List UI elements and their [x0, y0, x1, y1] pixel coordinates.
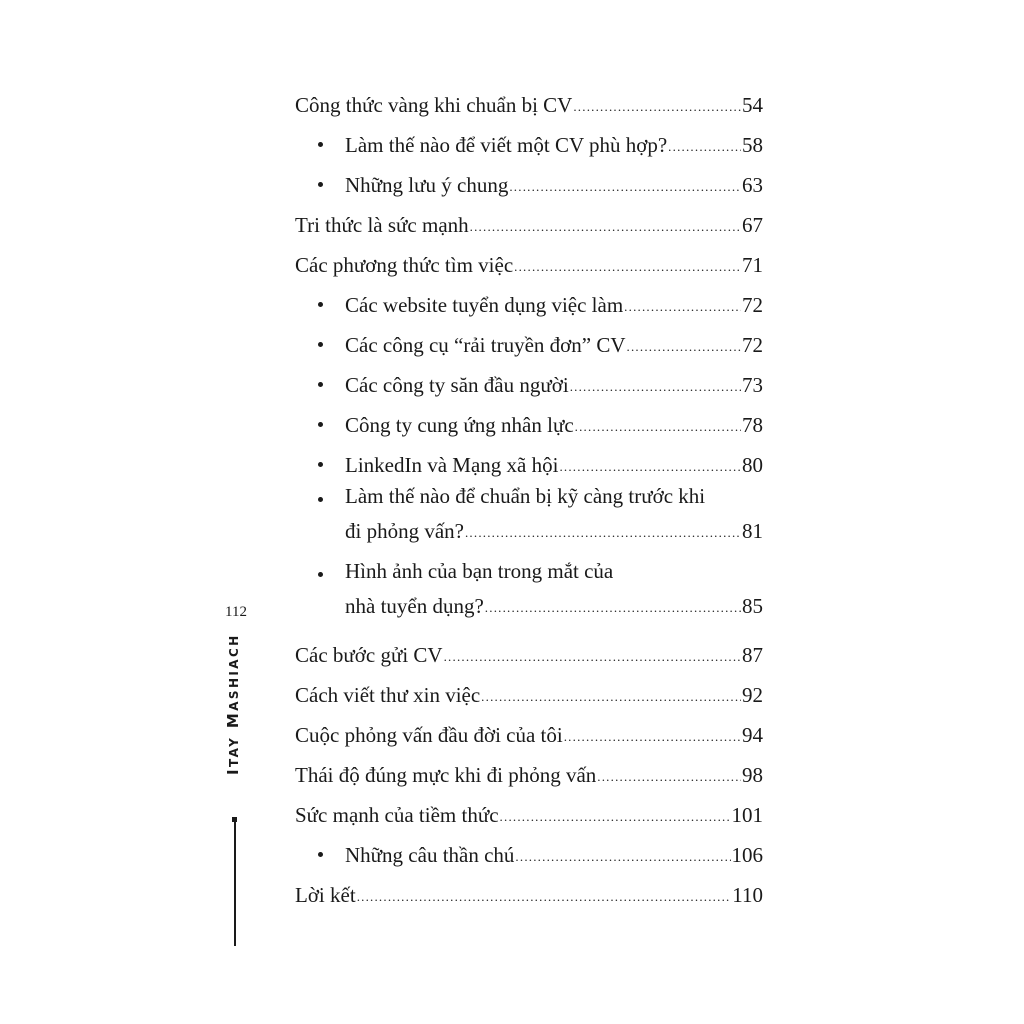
toc-entry-title-line1: Hình ảnh của bạn trong mắt của [345, 559, 614, 583]
toc-entry-page: 87 [742, 643, 763, 667]
toc-entry-page: 85 [742, 594, 763, 618]
bullet-icon [318, 382, 323, 387]
toc-subentry[interactable] [295, 398, 763, 438]
author-first-initial: I [224, 767, 242, 775]
author-last-rest: ASHIACH [227, 633, 241, 711]
bullet-icon [318, 342, 323, 347]
toc-entry-title: Các công ty săn đầu người [345, 373, 569, 397]
toc-entry-title: Các công cụ “rải truyền đơn” CV [345, 333, 626, 357]
toc-entry[interactable] [295, 238, 763, 278]
toc-entry-title: LinkedIn và Mạng xã hội [345, 453, 559, 477]
toc-entry-page: 63 [742, 173, 763, 197]
bullet-icon [318, 302, 323, 307]
toc-entry[interactable] [295, 868, 763, 908]
toc-entry-title: đi phỏng vấn? [345, 519, 464, 543]
toc-entry-page: 54 [742, 93, 763, 117]
toc-subentry[interactable] [295, 118, 763, 158]
toc-entry[interactable] [295, 788, 763, 828]
toc-entry-title-line1: Làm thế nào để chuẩn bị kỹ càng trước khi [345, 484, 706, 508]
toc-subentry[interactable] [295, 318, 763, 358]
bullet-icon [318, 852, 323, 857]
toc-entry-page: 106 [731, 843, 763, 867]
dot-leader [559, 457, 741, 477]
dot-leader [575, 417, 741, 437]
dot-leader [570, 377, 741, 397]
author-name [224, 633, 243, 775]
toc-subentry[interactable] [295, 158, 763, 198]
toc-entry[interactable] [295, 628, 763, 668]
decorative-vertical-rule [234, 818, 236, 946]
bullet-icon [318, 422, 323, 427]
toc-subentry[interactable] [295, 828, 763, 868]
toc-entry-title: Các phương thức tìm việc [295, 253, 514, 277]
dot-leader [627, 337, 741, 357]
author-first-rest: TAY [227, 735, 241, 768]
toc-entry[interactable] [295, 708, 763, 748]
dot-leader [357, 887, 732, 907]
dot-leader [509, 177, 741, 197]
dot-leader [444, 647, 741, 667]
dot-leader [465, 523, 741, 543]
toc-entry-page: 78 [742, 413, 763, 437]
bullet-icon [318, 142, 323, 147]
toc-subentry[interactable] [295, 478, 763, 553]
toc-subentry[interactable] [295, 438, 763, 478]
toc-entry-title: Tri thức là sức mạnh [295, 213, 469, 237]
toc-entry-page: 80 [742, 453, 763, 477]
dot-leader [573, 97, 741, 117]
toc-entry-page: 101 [731, 803, 763, 827]
toc-entry-title: Lời kết [295, 883, 356, 907]
toc-entry-title: nhà tuyển dụng? [345, 594, 484, 618]
toc-entry-title: Thái độ đúng mực khi đi phỏng vấn [295, 763, 597, 787]
toc-subentry[interactable] [295, 553, 763, 628]
toc-entry[interactable] [295, 198, 763, 238]
toc-entry-page: 71 [742, 253, 763, 277]
toc-entry[interactable] [295, 78, 763, 118]
dot-leader [668, 137, 741, 157]
toc-entry-title: Các website tuyển dụng việc làm [345, 293, 624, 317]
toc-entry-page: 92 [742, 683, 763, 707]
toc-subentry[interactable] [295, 278, 763, 318]
toc-entry-page: 73 [742, 373, 763, 397]
toc-entry-title: Công thức vàng khi chuẩn bị CV [295, 93, 573, 117]
toc-entry-page: 58 [742, 133, 763, 157]
dot-leader [485, 598, 741, 618]
toc-entry-page: 72 [742, 333, 763, 357]
toc-entry-title: Làm thế nào để viết một CV phù hợp? [345, 133, 668, 157]
page-number: 112 [225, 604, 247, 620]
toc-entry-title: Những câu thần chú [345, 843, 515, 867]
dot-leader [597, 767, 741, 787]
bullet-icon [318, 497, 323, 502]
toc-entry-page: 81 [742, 519, 763, 543]
author-last-initial: M [224, 710, 242, 729]
toc-entry-page: 72 [742, 293, 763, 317]
dot-leader [481, 687, 741, 707]
toc-entry-title: Cuộc phỏng vấn đầu đời của tôi [295, 723, 563, 747]
toc-entry-title: Công ty cung ứng nhân lực [345, 413, 574, 437]
dot-leader [564, 727, 741, 747]
dot-leader [515, 847, 730, 867]
toc-entry-page: 98 [742, 763, 763, 787]
dot-leader [500, 807, 731, 827]
dot-leader [514, 257, 741, 277]
toc-entry-page: 67 [742, 213, 763, 237]
dot-leader [624, 297, 741, 317]
toc-entry[interactable] [295, 668, 763, 708]
toc-entry-title: Cách viết thư xin việc [295, 683, 481, 707]
table-of-contents [295, 78, 763, 908]
bullet-icon [318, 182, 323, 187]
dot-leader [470, 217, 741, 237]
toc-entry-page: 110 [732, 883, 763, 907]
toc-entry-page: 94 [742, 723, 763, 747]
bullet-icon [318, 572, 323, 577]
toc-entry-title: Những lưu ý chung [345, 173, 509, 197]
bullet-icon [318, 462, 323, 467]
toc-entry-title: Các bước gửi CV [295, 643, 443, 667]
toc-subentry[interactable] [295, 358, 763, 398]
toc-entry-title: Sức mạnh của tiềm thức [295, 803, 499, 827]
toc-entry[interactable] [295, 748, 763, 788]
